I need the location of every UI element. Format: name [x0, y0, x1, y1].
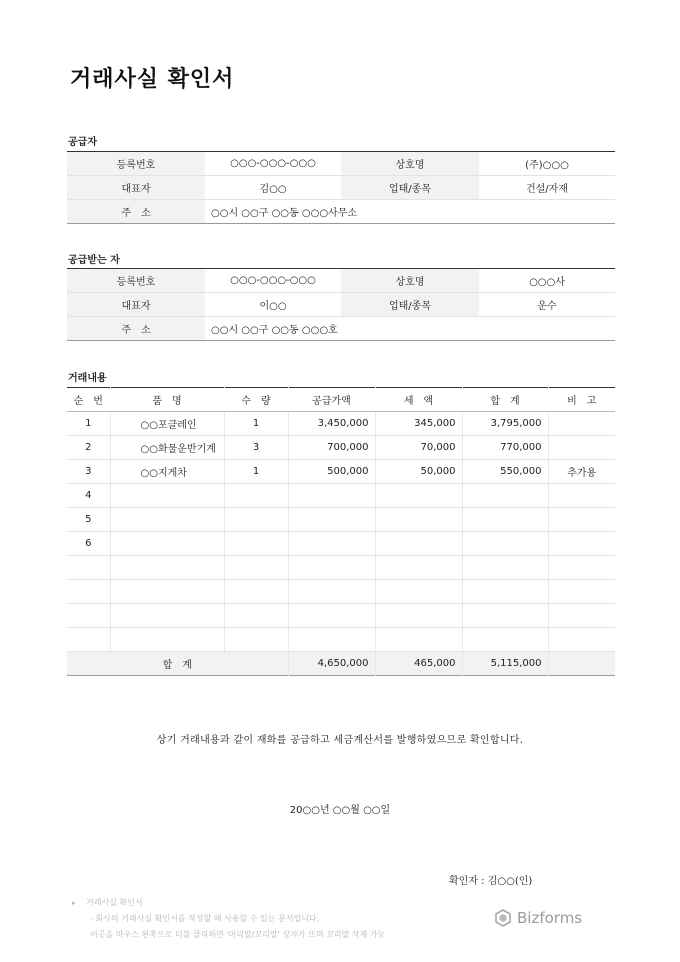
supplier-business-label: 업태/종목: [341, 176, 479, 200]
bizforms-logo-text: Bizforms: [517, 909, 583, 927]
cell-note: [548, 436, 615, 460]
cell-tax: 345,000: [375, 412, 462, 436]
supplier-address-label: 주 소: [67, 200, 205, 224]
cell-item: [110, 556, 224, 580]
table-row: [67, 412, 615, 436]
document-title: 거래사실 확인서: [70, 67, 235, 92]
signer: 확인자 : 김○○(인): [449, 876, 533, 887]
cell-supply: [288, 580, 375, 604]
total-note: [548, 652, 615, 676]
receiver-business: 운수: [479, 293, 615, 317]
cell-item: ○○화물운반기계: [110, 436, 224, 460]
cell-tax: [375, 532, 462, 556]
table-row: [67, 460, 615, 484]
supplier-row-2: [67, 176, 615, 200]
cell-note: [548, 580, 615, 604]
transactions-table: [67, 387, 615, 676]
cell-note: [548, 628, 615, 652]
table-row: [67, 484, 615, 508]
cell-note: [548, 484, 615, 508]
table-row: [67, 436, 615, 460]
cell-item: ○○지게차: [110, 460, 224, 484]
cell-supply: 700,000: [288, 436, 375, 460]
cell-note: [548, 508, 615, 532]
cell-supply: [288, 604, 375, 628]
supplier-table: [67, 151, 615, 224]
supplier-address: ○○시 ○○구 ○○동 ○○○사무소: [211, 208, 358, 219]
cell-supply: [288, 556, 375, 580]
supplier-rep: 김○○: [205, 176, 341, 200]
receiver-reg-no: ○○○-○○○-○○○: [205, 269, 341, 293]
cell-note: 추가용: [548, 460, 615, 484]
bizforms-logo: [494, 909, 582, 927]
cell-item: [110, 508, 224, 532]
cell-qty: 1: [224, 412, 288, 436]
supplier-rep-label: 대표자: [67, 176, 205, 200]
cell-item: [110, 580, 224, 604]
cell-tax: 70,000: [375, 436, 462, 460]
receiver-company: ○○○사: [479, 269, 615, 293]
supplier-section-label: 공급자: [68, 137, 97, 148]
col-header-note: 비 고: [548, 388, 615, 412]
cell-item: [110, 628, 224, 652]
cell-no: 3: [67, 460, 110, 484]
cell-total: [462, 556, 548, 580]
cell-qty: [224, 508, 288, 532]
cell-tax: [375, 556, 462, 580]
footer-line-1: - 회사의 거래사실 확인서를 작성할 때 사용할 수 있는 문서입니다.: [90, 914, 320, 923]
bizforms-hexagon-icon: [494, 909, 512, 927]
cell-total: 770,000: [462, 436, 548, 460]
cell-item: [110, 484, 224, 508]
transactions-section-label: 거래내용: [68, 373, 107, 384]
total-supply: 4,650,000: [288, 652, 375, 676]
cell-total: [462, 580, 548, 604]
issue-date: 20○○년 ○○월 ○○일: [289, 805, 391, 816]
cell-note: [548, 556, 615, 580]
cell-supply: [288, 508, 375, 532]
cell-qty: 1: [224, 460, 288, 484]
cell-tax: [375, 628, 462, 652]
table-row: [67, 532, 615, 556]
cell-qty: [224, 580, 288, 604]
col-header-supply: 공급가액: [288, 388, 375, 412]
cell-item: [110, 604, 224, 628]
cell-no: 2: [67, 436, 110, 460]
cell-no: [67, 580, 110, 604]
cell-supply: [288, 484, 375, 508]
cell-total: [462, 508, 548, 532]
cell-tax: [375, 604, 462, 628]
footer-line-2: 이곳을 마우스 왼쪽으로 더블 클릭하면 '머리말/꼬리말' 상자가 뜨며 꼬리말 삭제 가능: [90, 930, 386, 939]
table-row: [67, 580, 615, 604]
receiver-company-label: 상호명: [341, 269, 479, 293]
cell-qty: [224, 532, 288, 556]
confirmation-statement: 상기 거래내용과 같이 재화를 공급하고 세금계산서를 발행하였으므로 확인합니다.: [156, 735, 524, 746]
cell-total: [462, 484, 548, 508]
total-sum: 5,115,000: [462, 652, 548, 676]
total-tax: 465,000: [375, 652, 462, 676]
cell-note: [548, 532, 615, 556]
receiver-row-2: [67, 293, 615, 317]
supplier-row-3: [67, 200, 615, 224]
supplier-reg-no: ○○○-○○○-○○○: [205, 152, 341, 176]
cell-qty: [224, 628, 288, 652]
cell-qty: [224, 604, 288, 628]
cell-total: 3,795,000: [462, 412, 548, 436]
cell-tax: [375, 580, 462, 604]
supplier-company: (주)○○○: [479, 152, 615, 176]
cell-total: [462, 604, 548, 628]
table-row: [67, 628, 615, 652]
col-header-total: 합 계: [462, 388, 548, 412]
receiver-section-label: 공급받는 자: [68, 255, 120, 266]
supplier-row-1: [67, 152, 615, 176]
receiver-row-1: [67, 269, 615, 293]
cell-qty: [224, 484, 288, 508]
cell-total: [462, 532, 548, 556]
table-row: [67, 508, 615, 532]
receiver-rep-label: 대표자: [67, 293, 205, 317]
col-header-tax: 세 액: [375, 388, 462, 412]
cell-supply: 3,450,000: [288, 412, 375, 436]
cell-no: 1: [67, 412, 110, 436]
cell-qty: [224, 556, 288, 580]
transactions-total-row: [67, 652, 615, 676]
col-header-qty: 수 량: [224, 388, 288, 412]
receiver-address-label: 주 소: [67, 317, 205, 341]
transactions-header-row: [67, 388, 615, 412]
cell-no: 4: [67, 484, 110, 508]
triangle-bullet-icon: ▸: [72, 899, 76, 907]
cell-no: [67, 556, 110, 580]
receiver-row-3: [67, 317, 615, 341]
receiver-table: [67, 268, 615, 341]
col-header-no: 순 번: [67, 388, 110, 412]
cell-qty: 3: [224, 436, 288, 460]
receiver-reg-no-label: 등록번호: [67, 269, 205, 293]
supplier-business: 건설/자재: [479, 176, 615, 200]
cell-tax: 50,000: [375, 460, 462, 484]
cell-item: [110, 532, 224, 556]
receiver-address: ○○시 ○○구 ○○동 ○○○호: [211, 325, 338, 336]
cell-total: [462, 628, 548, 652]
cell-supply: [288, 628, 375, 652]
cell-no: 5: [67, 508, 110, 532]
cell-no: [67, 628, 110, 652]
cell-supply: [288, 532, 375, 556]
cell-note: [548, 412, 615, 436]
supplier-company-label: 상호명: [341, 152, 479, 176]
cell-tax: [375, 508, 462, 532]
cell-supply: 500,000: [288, 460, 375, 484]
table-row: [67, 604, 615, 628]
cell-tax: [375, 484, 462, 508]
col-header-item: 품 명: [110, 388, 224, 412]
supplier-reg-no-label: 등록번호: [67, 152, 205, 176]
cell-item: ○○포클레인: [110, 412, 224, 436]
cell-note: [548, 604, 615, 628]
cell-no: 6: [67, 532, 110, 556]
table-row: [67, 556, 615, 580]
footer-title: 거래사실 확인서: [86, 898, 143, 907]
cell-total: 550,000: [462, 460, 548, 484]
receiver-rep: 이○○: [205, 293, 341, 317]
cell-no: [67, 604, 110, 628]
receiver-business-label: 업태/종목: [341, 293, 479, 317]
total-label: 합 계: [67, 652, 288, 676]
footer-note: [72, 895, 385, 943]
